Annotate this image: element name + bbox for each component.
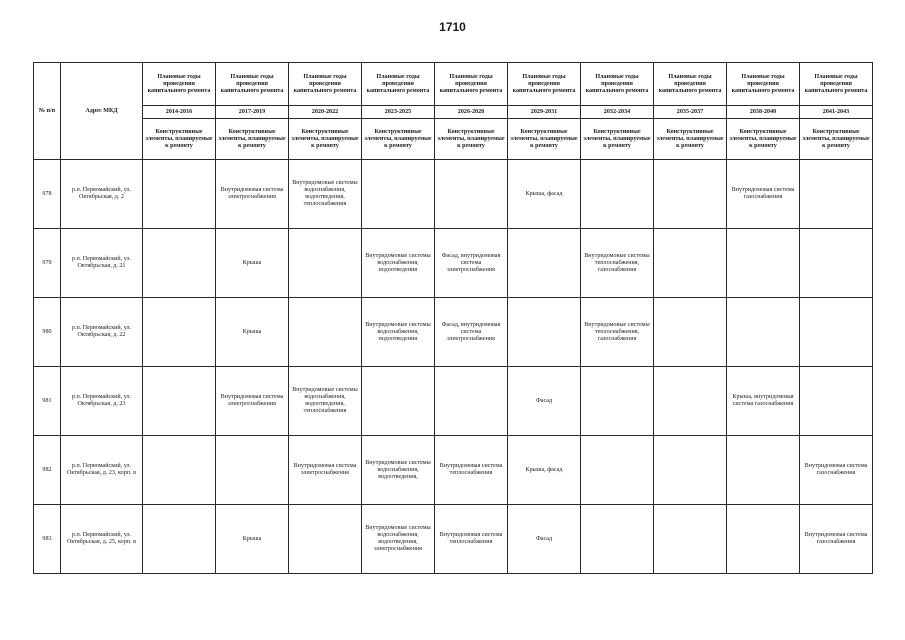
repair-elements-cell: Крыша, фасад: [508, 160, 581, 229]
header-elements: Конструктивные элементы, планируемые к ремонту: [143, 119, 216, 160]
repair-elements-cell: Внутридомовая система газоснабжения: [800, 436, 873, 505]
header-elements: Конструктивные элементы, планируемые к ремонту: [727, 119, 800, 160]
header-years: 2038-2040: [727, 106, 800, 119]
repair-elements-cell: [727, 298, 800, 367]
repair-elements-cell: Фасад, внутридомовая система электроснабжения: [435, 298, 508, 367]
repair-elements-cell: [654, 229, 727, 298]
repair-elements-cell: Внутридомовые системы водоснабжения, водоотведения: [362, 229, 435, 298]
repair-elements-cell: [654, 436, 727, 505]
row-address: р.п. Первомайский, ул. Октябрьская, д. 25, корп. в: [61, 505, 143, 574]
header-years: 2041-2043: [800, 106, 873, 119]
table-row: [34, 367, 873, 436]
repair-elements-cell: [727, 505, 800, 574]
table-row: [34, 505, 873, 574]
repair-elements-cell: Внутридомовые системы водоснабжения, водоотведения, теплоснабжения: [289, 160, 362, 229]
repair-elements-cell: Внутридомовая система электроснабжения: [216, 367, 289, 436]
repair-elements-cell: [654, 505, 727, 574]
header-elements: Конструктивные элементы, планируемые к ремонту: [800, 119, 873, 160]
repair-elements-cell: [362, 160, 435, 229]
table-row: [34, 229, 873, 298]
repair-elements-cell: Фасад, внутридомовая система электроснабжения: [435, 229, 508, 298]
repair-elements-cell: [143, 505, 216, 574]
header-period-title: Плановые годы проведения капитального ремонта: [362, 63, 435, 106]
header-years: 2020-2022: [289, 106, 362, 119]
header-period-title: Плановые годы проведения капитального ремонта: [800, 63, 873, 106]
repair-elements-cell: Крыша: [216, 298, 289, 367]
table-row: [34, 436, 873, 505]
header-years: 2029-2031: [508, 106, 581, 119]
repair-elements-cell: [508, 298, 581, 367]
repair-elements-cell: Внутридомовые системы водоснабжения, водоотведения, электроснабжения: [362, 505, 435, 574]
header-elements: Конструктивные элементы, планируемые к ремонту: [508, 119, 581, 160]
header-years: 2026-2028: [435, 106, 508, 119]
repair-elements-cell: [654, 160, 727, 229]
header-period-title: Плановые годы проведения капитального ремонта: [654, 63, 727, 106]
header-years: 2014-2016: [143, 106, 216, 119]
header-period-title: Плановые годы проведения капитального ремонта: [727, 63, 800, 106]
header-period-title: Плановые годы проведения капитального ремонта: [508, 63, 581, 106]
header-years: 2023-2025: [362, 106, 435, 119]
repair-elements-cell: [654, 367, 727, 436]
row-address: р.п. Первомайский, ул. Октябрьская, д. 21: [61, 229, 143, 298]
header-elements: Конструктивные элементы, планируемые к ремонту: [581, 119, 654, 160]
repair-elements-cell: [143, 298, 216, 367]
repair-elements-cell: Крыша: [216, 229, 289, 298]
repair-elements-cell: [435, 367, 508, 436]
repair-elements-cell: [581, 505, 654, 574]
repair-elements-cell: Внутридомовая система газоснабжения: [727, 160, 800, 229]
row-address: р.п. Первомайский, ул. Октябрьская, д. 23, корп. в: [61, 436, 143, 505]
row-number: 983: [34, 505, 61, 574]
repair-elements-cell: Внутридомовые системы теплоснабжения, газоснабжения: [581, 229, 654, 298]
repair-elements-cell: [289, 505, 362, 574]
repair-elements-cell: Внутридомовая система электроснабжения: [289, 436, 362, 505]
page-number: 1710: [439, 20, 466, 34]
repair-elements-cell: Фасад: [508, 367, 581, 436]
row-number: 980: [34, 298, 61, 367]
repair-elements-cell: Внутридомовые системы водоснабжения, водоотведения: [362, 298, 435, 367]
repair-elements-cell: Внутридомовая система газоснабжения: [800, 505, 873, 574]
repair-elements-cell: [289, 298, 362, 367]
repair-elements-cell: [362, 367, 435, 436]
repair-elements-cell: Внутридомовые системы водоснабжения, водоотведения, теплоснабжения: [289, 367, 362, 436]
header-elements: Конструктивные элементы, планируемые к ремонту: [289, 119, 362, 160]
header-address: Адрес МКД: [61, 63, 143, 160]
row-address: р.п. Первомайский, ул. Октябрьская, д. 23: [61, 367, 143, 436]
repair-elements-cell: [800, 367, 873, 436]
row-number: 981: [34, 367, 61, 436]
repair-elements-cell: [727, 229, 800, 298]
repair-elements-cell: Внутридомовые системы водоснабжения, водоотведения,: [362, 436, 435, 505]
capital-repair-table: [33, 62, 873, 574]
header-period-title: Плановые годы проведения капитального ремонта: [581, 63, 654, 106]
header-elements: Конструктивные элементы, планируемые к ремонту: [435, 119, 508, 160]
repair-elements-cell: [727, 436, 800, 505]
repair-elements-cell: Внутридомовая система теплоснабжения: [435, 436, 508, 505]
repair-elements-cell: [143, 160, 216, 229]
repair-elements-cell: Фасад: [508, 505, 581, 574]
repair-elements-cell: [289, 229, 362, 298]
header-elements: Конструктивные элементы, планируемые к ремонту: [362, 119, 435, 160]
repair-elements-cell: [581, 160, 654, 229]
repair-elements-cell: Крыша, фасад: [508, 436, 581, 505]
repair-elements-cell: [143, 229, 216, 298]
table-header: [34, 63, 873, 160]
repair-elements-cell: Крыша, внутридомовая система газоснабжения: [727, 367, 800, 436]
period-title-row: [34, 63, 873, 106]
row-number: 979: [34, 229, 61, 298]
header-period-title: Плановые годы проведения капитального ремонта: [143, 63, 216, 106]
header-years: 2032-2034: [581, 106, 654, 119]
repair-elements-cell: [800, 298, 873, 367]
table-row: [34, 298, 873, 367]
row-number: 978: [34, 160, 61, 229]
repair-elements-cell: Внутридомовые системы теплоснабжения, газоснабжения: [581, 298, 654, 367]
header-period-title: Плановые годы проведения капитального ремонта: [289, 63, 362, 106]
header-elements: Конструктивные элементы, планируемые к ремонту: [654, 119, 727, 160]
repair-elements-cell: Крыша: [216, 505, 289, 574]
header-years: 2017-2019: [216, 106, 289, 119]
table-body: [34, 160, 873, 574]
table-row: [34, 160, 873, 229]
repair-elements-cell: [143, 367, 216, 436]
repair-elements-cell: [581, 367, 654, 436]
repair-elements-cell: [581, 436, 654, 505]
row-address: р.п. Первомайский, ул. Октябрьская, д. 22: [61, 298, 143, 367]
repair-elements-cell: Внутридомовая система теплоснабжения: [435, 505, 508, 574]
header-period-title: Плановые годы проведения капитального ремонта: [216, 63, 289, 106]
repair-elements-cell: [800, 160, 873, 229]
repair-elements-cell: [143, 436, 216, 505]
repair-elements-cell: Внутридомовая система электроснабжения: [216, 160, 289, 229]
repair-elements-cell: [800, 229, 873, 298]
header-num: № п/п: [34, 63, 61, 160]
row-address: р.п. Первомайский, ул. Октябрьская, д. 2: [61, 160, 143, 229]
header-period-title: Плановые годы проведения капитального ремонта: [435, 63, 508, 106]
elements-row: [34, 119, 873, 160]
repair-elements-cell: [654, 298, 727, 367]
repair-elements-cell: [216, 436, 289, 505]
repair-elements-cell: [508, 229, 581, 298]
header-elements: Конструктивные элементы, планируемые к ремонту: [216, 119, 289, 160]
row-number: 982: [34, 436, 61, 505]
header-years: 2035-2037: [654, 106, 727, 119]
repair-elements-cell: [435, 160, 508, 229]
years-row: [34, 106, 873, 119]
